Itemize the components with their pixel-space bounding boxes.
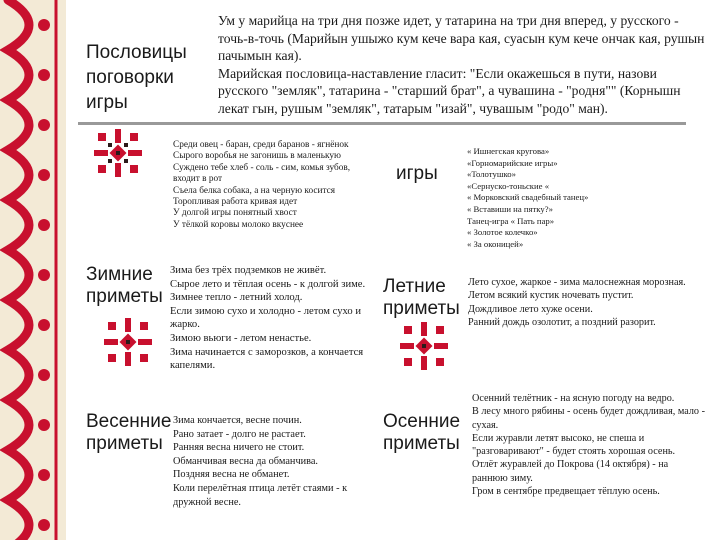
spring-line: Зима кончается, весне почин. [173, 415, 302, 426]
winter-line: Сырое лето и тёплая осень - к долгой зиме. [170, 278, 366, 290]
winter-line: Зимою вьюги - летом ненастье. [170, 332, 312, 344]
autumn-line: Гром в сентябре предвещает тёплую осень. [472, 486, 660, 498]
divider [78, 122, 686, 125]
spring-text [173, 414, 378, 509]
game-item: « Ишнегская кругова» [467, 146, 550, 156]
summer-title-2: приметы [383, 298, 460, 319]
game-item: «Толотушко» [467, 169, 516, 180]
game-item: «Сернуско-тоньские « [467, 180, 550, 191]
proverb-item: У тёлкой коровы молоко вкуснее [173, 219, 304, 230]
spring-title-2: приметы [86, 433, 163, 454]
proverb-item: Съела белка собака, а на черную косится [173, 185, 336, 196]
intro-text [218, 12, 708, 117]
winter-title-2: приметы [86, 286, 163, 307]
autumn-line: Отлёт журавлей до Покрова (14 октября) - на раннюю зиму. [472, 459, 669, 484]
proverb-item: Среди овец - баран, среди баранов - ягнёнок [173, 140, 349, 150]
spring-line: Рано затает - долго не растает. [173, 428, 306, 440]
spring-line: Ранняя весна ничего не стоит. [173, 442, 305, 454]
game-item: « За оконицей» [467, 238, 524, 249]
autumn-heading [383, 411, 460, 455]
autumn-line: Осенний телётник - на ясную погоду на ведро. [472, 393, 675, 404]
game-item: « Золотое колечко» [467, 227, 538, 238]
spring-line: Коли перелётная птица летёт стаями - к дружной весне. [173, 482, 348, 508]
summer-text [468, 276, 698, 329]
games-list [467, 146, 627, 250]
ornament-icon [92, 127, 144, 179]
game-item: «Горномарийские игры» [467, 157, 558, 168]
autumn-title-2: приметы [383, 433, 460, 454]
proverb-item: Суждено тебе хлеб - соль - сим, комья зубов, [173, 162, 351, 173]
winter-title-1: Зимние [86, 264, 153, 285]
proverb-item: Торопливая работа кривая идет [173, 197, 298, 208]
autumn-text [472, 392, 706, 498]
games-heading: игры [396, 163, 438, 184]
spring-line: Обманчивая весна да обманчива. [173, 455, 319, 467]
game-item: « Морковский свадебный танец» [467, 192, 589, 203]
proverb-item: Сырого воробья не загонишь в маленькую [173, 151, 341, 162]
summer-line: Дождливое лето хуже осени. [468, 303, 593, 315]
summer-title-1: Летние [383, 276, 446, 297]
ornamental-border [0, 0, 66, 540]
spring-heading [86, 411, 171, 455]
winter-line: Зима без трёх подземков не живёт. [170, 265, 327, 276]
summer-heading [383, 276, 460, 320]
summer-line: Летом всякий кустик ночевать пустит. [468, 290, 634, 302]
intro-paragraph-1: Ум у марийца на три дня позже идет, у татарина на три дня вперед, у русского - точь-в-точь (Марийын ушыжо кум кече вара кая, суасын кум кече ончак кая, рушын пачымын кая). [218, 13, 705, 63]
ornament-icon [398, 320, 450, 372]
page-title [86, 40, 187, 115]
ornament-icon [102, 316, 154, 368]
winter-line: Если зимою сухо и холодно - летом сухо и жарко. [170, 305, 362, 331]
summer-line: Лето сухое, жаркое - зима малоснежная морозная. [468, 277, 686, 288]
title-line-2: поговорки [86, 67, 174, 88]
winter-text [170, 264, 370, 373]
proverbs-list [173, 140, 373, 231]
proverb-item: У долгой игры понятный хвост [173, 208, 297, 219]
summer-line: Ранний дождь озолотит, а поздний разорит. [468, 316, 656, 328]
autumn-line: В лесу много рябины - осень будет дождливая, мало - сухая. [472, 406, 705, 431]
spring-line: Поздняя весна не обманет. [173, 469, 290, 481]
winter-line: Зимнее тепло - летний холод. [170, 292, 303, 304]
intro-paragraph-2: Марийская пословица-наставление гласит: "Если окажешься в пути, назови русского "земляк", татарина - "старший брат", а чувашина - "родня"" (Корнышн лекат гын, рушым "земляк", татарым "изай", чувашым "родо" ман). [218, 65, 681, 116]
title-line-1: Пословицы [86, 42, 187, 63]
autumn-line: Если журавли летят высоко, не спеша и "разговаривают" - будет стоять хорошая осень. [472, 432, 676, 458]
spring-title-1: Весенние [86, 411, 172, 432]
autumn-title-1: Осенние [383, 411, 461, 432]
proverb-item: входит в рот [173, 174, 223, 185]
winter-heading [86, 264, 163, 308]
winter-line: Зима начинается с заморозков, а кончается капелями. [170, 346, 364, 372]
title-line-3: игры [86, 92, 128, 113]
game-item: Танец-игра « Пать пар» [467, 215, 555, 226]
game-item: « Вставиши на пятку?» [467, 203, 553, 214]
